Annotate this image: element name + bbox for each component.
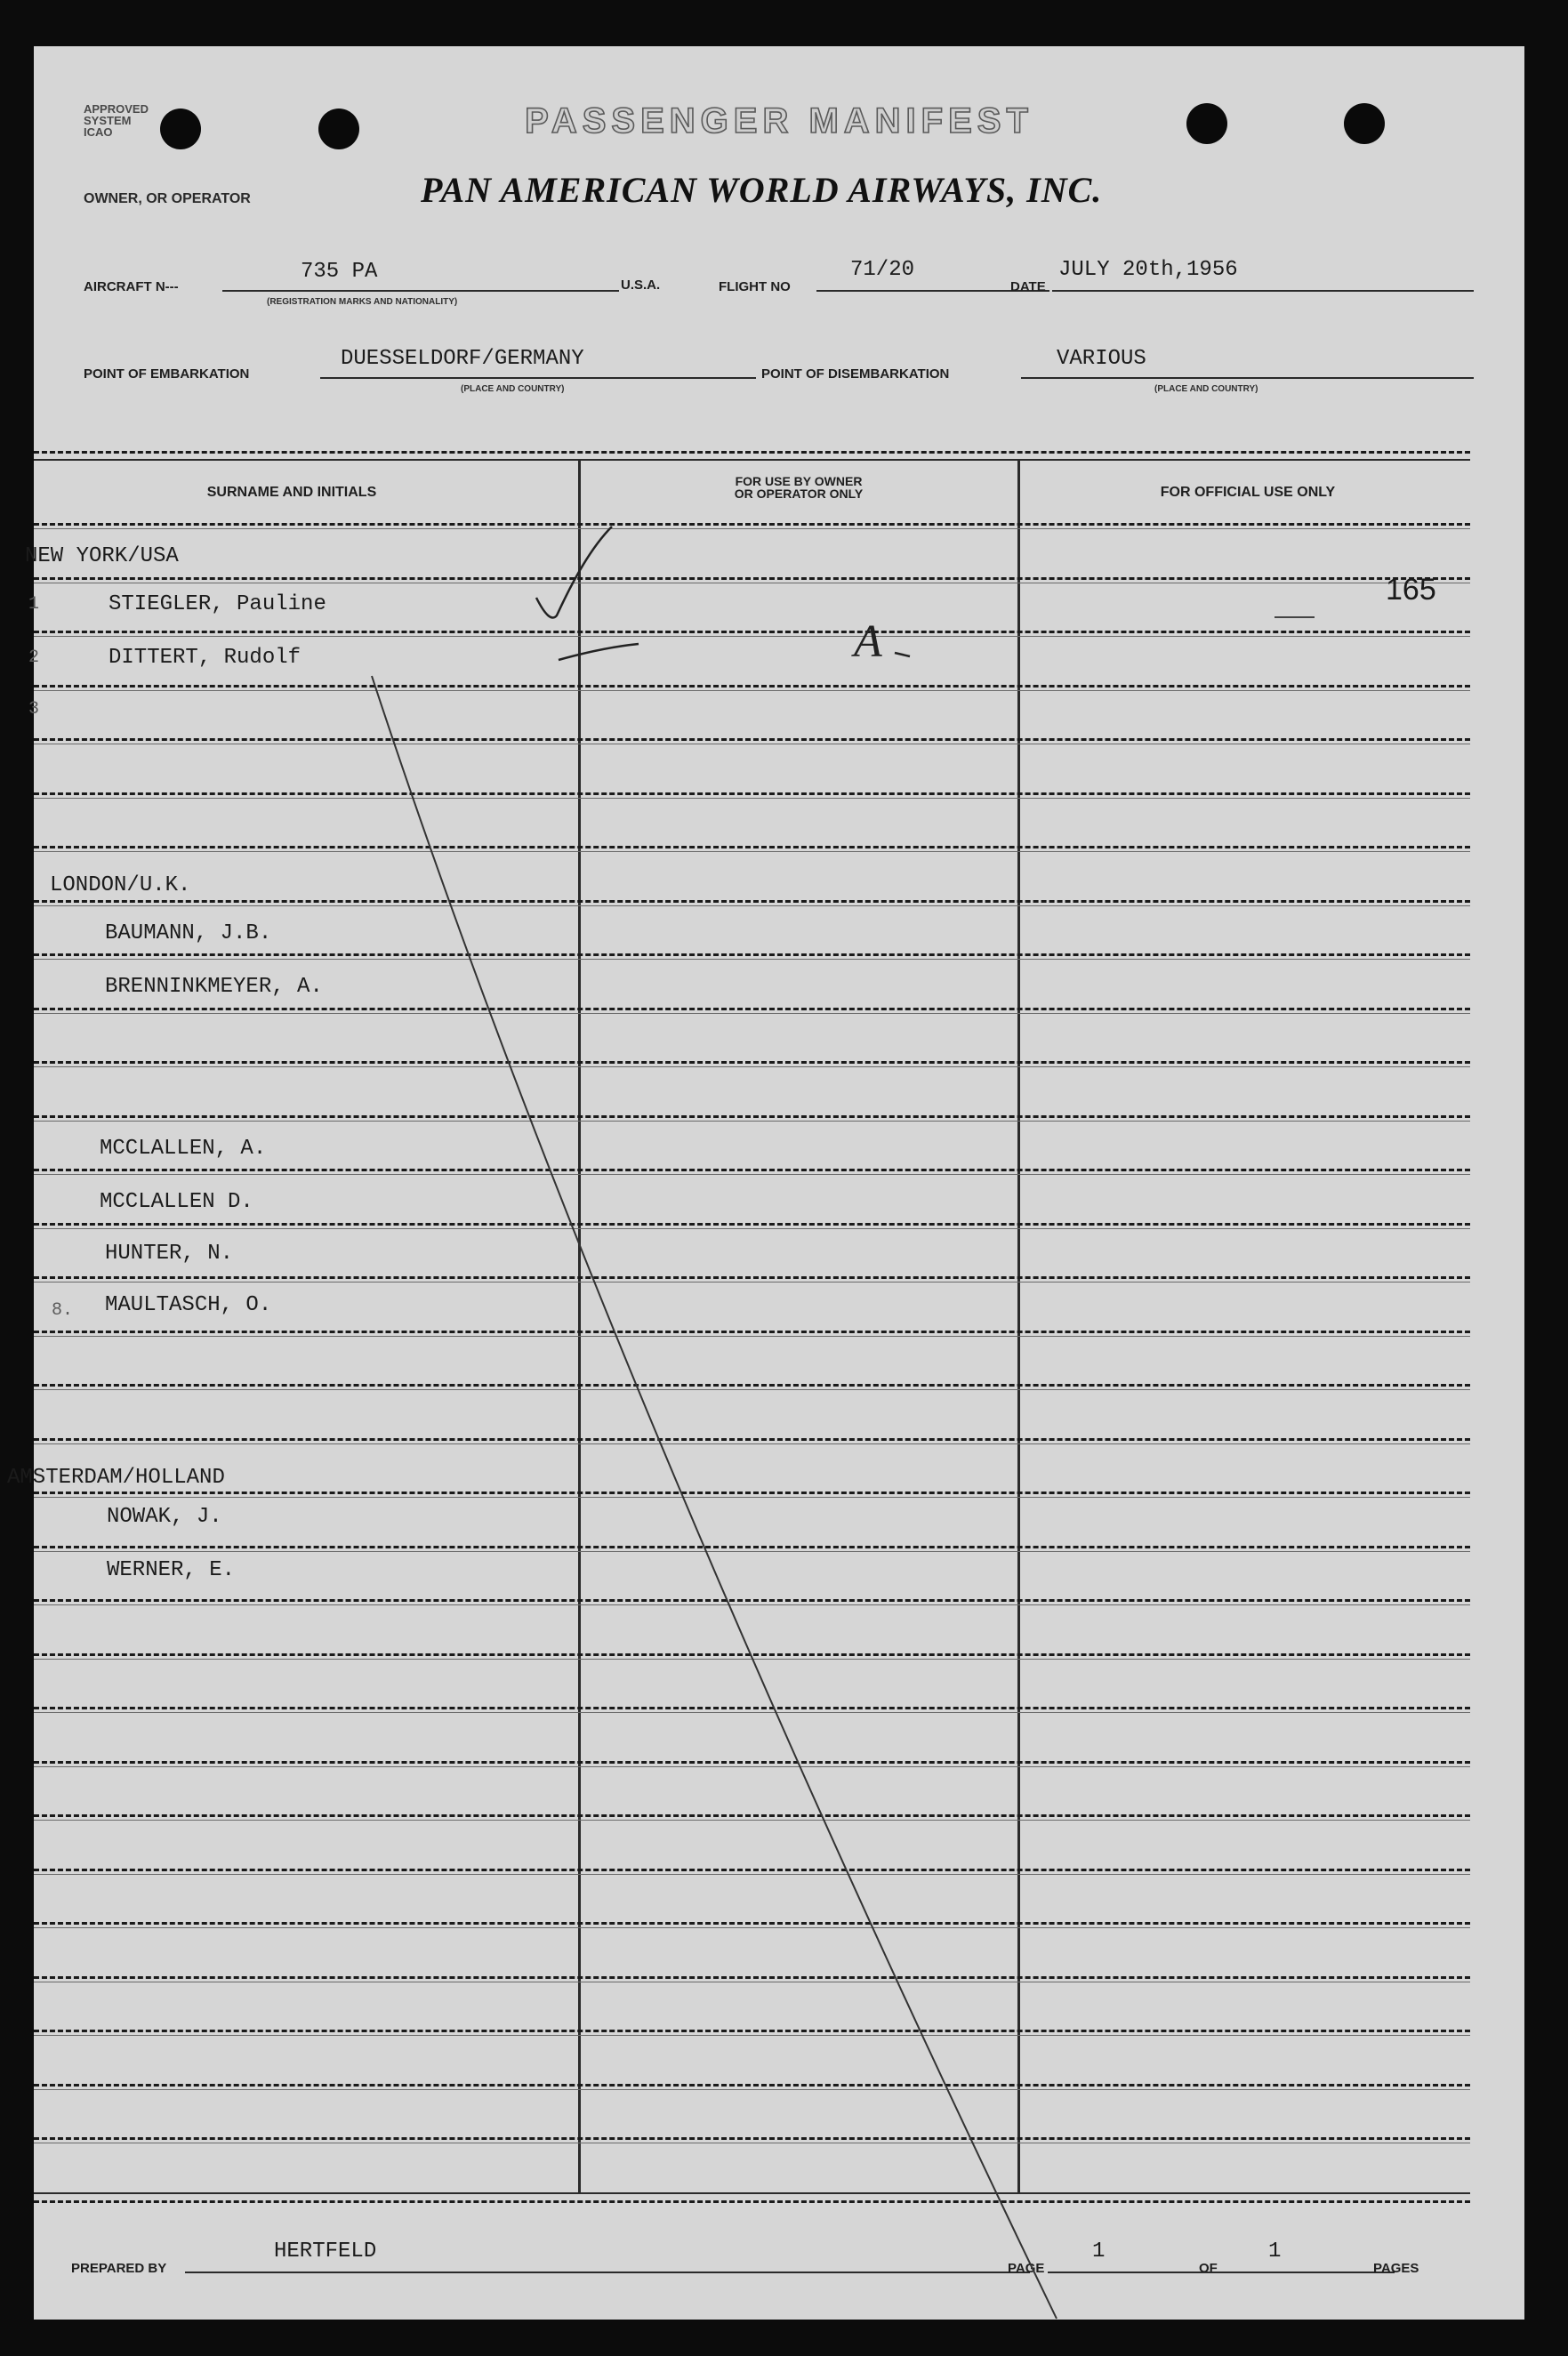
aircraft-value: 735 PA [301, 260, 378, 284]
row-number: 3 [28, 699, 40, 720]
embark-sublabel: (PLACE AND COUNTRY) [461, 384, 565, 394]
embark-label: POINT OF EMBARKATION [84, 366, 250, 382]
page-value: 1 [1092, 2239, 1106, 2264]
approval-line: SYSTEM [84, 114, 132, 127]
passenger-name: BAUMANN, J.B. [105, 921, 272, 945]
passenger-name: WERNER, E. [107, 1558, 236, 1582]
prepared-value: HERTFELD [274, 2239, 377, 2264]
page-label: PAGE [1008, 2261, 1045, 2276]
approval-line: ICAO [84, 125, 113, 139]
diagonal-cancel-line [372, 676, 1057, 2319]
aircraft-label: AIRCRAFT N--- [84, 279, 179, 294]
disembark-label: POINT OF DISEMBARKATION [761, 366, 950, 382]
dash-mark [559, 644, 639, 660]
passenger-name: STIEGLER, Pauline [109, 592, 326, 616]
destination-heading: LONDON/U.K. [50, 873, 191, 897]
handwritten-marks [34, 46, 1524, 2320]
of-value: 1 [1268, 2239, 1282, 2264]
flight-value: 71/20 [850, 258, 915, 282]
date-value: JULY 20th,1956 [1058, 258, 1238, 282]
page-title: PASSENGER MANIFEST [525, 101, 1033, 141]
passenger-name: BRENNINKMEYER, A. [105, 975, 323, 999]
date-label: DATE [1010, 279, 1046, 294]
destination-heading: AMSTERDAM/HOLLAND [7, 1466, 225, 1490]
owner-column-header-line: FOR USE BY OWNER [735, 474, 863, 488]
row-number: 1 [28, 594, 40, 615]
passenger-name: MCCLALLEN, A. [100, 1137, 267, 1161]
disembark-sublabel: (PLACE AND COUNTRY) [1154, 384, 1258, 394]
passenger-name: HUNTER, N. [105, 1242, 234, 1266]
disembark-value: VARIOUS [1057, 347, 1146, 371]
prepared-label: PREPARED BY [71, 2261, 167, 2276]
passenger-name: NOWAK, J. [107, 1505, 222, 1529]
surname-column-header: SURNAME AND INITIALS [206, 485, 377, 500]
owner-label: OWNER, OR OPERATOR [84, 191, 251, 206]
manifest-page [7, 46, 1524, 2320]
passenger-name: MCCLALLEN D. [100, 1190, 253, 1214]
passenger-name: MAULTASCH, O. [105, 1293, 272, 1317]
of-label: OF [1199, 2261, 1218, 2276]
approval-line: APPROVED [84, 102, 149, 116]
usa-label: U.S.A. [621, 277, 661, 293]
passenger-name: DITTERT, Rudolf [109, 646, 302, 670]
flight-label: FLIGHT NO [719, 279, 791, 294]
pages-label: PAGES [1373, 2261, 1419, 2276]
row-number: 8. [52, 1300, 74, 1321]
owner-value: PAN AMERICAN WORLD AIRWAYS, INC. [421, 170, 1103, 210]
row-number: 2 [28, 647, 40, 668]
dash-mark [895, 653, 910, 656]
official-column-header: FOR OFFICIAL USE ONLY [1160, 485, 1336, 500]
check-mark [536, 527, 612, 618]
destination-heading: NEW YORK/USA [25, 544, 179, 568]
embark-value: DUESSELDORF/GERMANY [341, 347, 584, 371]
owner-column-header-line: OR OPERATOR ONLY [734, 486, 864, 501]
official-count: 165 [1386, 573, 1436, 607]
aircraft-sublabel: (REGISTRATION MARKS AND NATIONALITY) [267, 297, 458, 307]
owner-mark: A [854, 616, 882, 667]
